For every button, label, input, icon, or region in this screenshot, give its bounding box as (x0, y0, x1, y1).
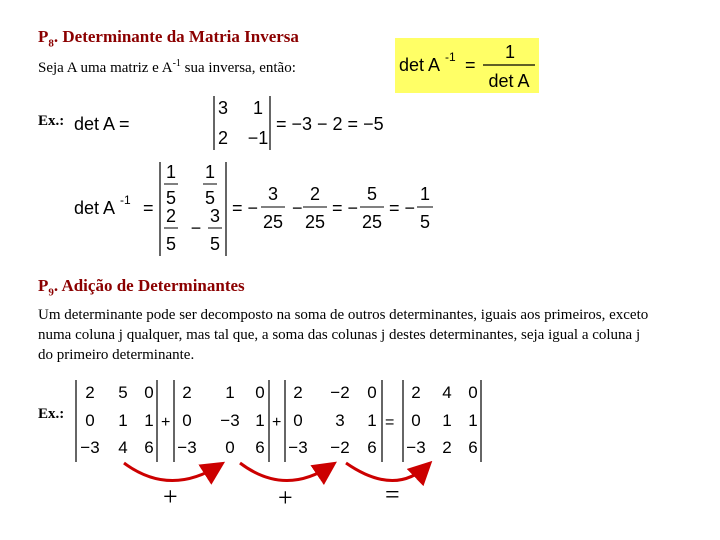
plus-sign-1: + (161, 414, 171, 431)
det2-cell-r3c3: 6 (255, 438, 265, 457)
det1-cell-r3c2: 4 (118, 438, 128, 457)
arrow-label-1: + (163, 482, 178, 511)
ex1-result: = −3 − 2 = −5 (276, 114, 384, 134)
det4-cell-r3c2: 2 (442, 438, 452, 457)
ex2-f2-den: 25 (304, 212, 326, 232)
ex2-f4-num: 1 (419, 184, 431, 204)
det4-cell-r2c3: 1 (468, 411, 478, 430)
det1-cell-r1c2: 5 (118, 383, 128, 402)
ex2-d-num: 3 (209, 206, 221, 226)
det1-cell-r3c1: −3 (80, 438, 100, 457)
det4-cell-r3c3: 6 (468, 438, 478, 457)
ex2-d-den: 5 (209, 234, 221, 254)
ex2-c-den: 5 (165, 234, 177, 254)
det3-cell-r3c3: 6 (367, 438, 377, 457)
det2-cell-r1c2: 1 (225, 383, 235, 402)
formula-exponent: -1 (445, 50, 456, 64)
det4-cell-r1c3: 0 (468, 383, 478, 402)
p8-intro: Seja A uma matriz e $A^{-1}$ sua inversa, então: (38, 58, 296, 76)
formula-numerator: 1 (504, 42, 516, 62)
p9-example-label: Ex.: (38, 406, 65, 422)
p9-description: Um determinante pode ser decomposto na soma de outros determinantes, iguais aos primeiros, exceto numa coluna j qualquer, mas tal que, a soma das colunas j destes determinantes, seja igual a coluna j do primeiro determinante. (38, 307, 649, 363)
det1-cell-r3c3: 6 (144, 438, 154, 457)
ex1-m11: 3 (217, 98, 229, 118)
det3-cell-r1c3: 0 (367, 383, 377, 402)
det4-cell-r3c1: −3 (406, 438, 426, 457)
ex2-f1-den: 25 (262, 212, 284, 232)
det1-cell-r1c1: 2 (85, 383, 95, 402)
ex2-exponent: -1 (120, 193, 131, 207)
ex2-eq3: = − (332, 198, 359, 218)
det2-cell-r2c3: 1 (255, 411, 265, 430)
det1-cell-r2c3: 1 (144, 411, 154, 430)
det3-cell-r2c3: 1 (367, 411, 377, 430)
ex2-eq2: = − (232, 198, 259, 218)
p9-title: $P_9$. Adição de Determinantes (38, 276, 245, 299)
det2-cell-r1c1: 2 (182, 383, 192, 402)
p8-title: $P_8$. Determinante da Matria Inversa (38, 27, 299, 50)
ex2-f1-num: 3 (267, 184, 279, 204)
arrow-label-2: + (278, 483, 293, 512)
ex1-m12: 1 (252, 98, 264, 118)
p8-example-label: Ex.: (38, 113, 65, 129)
ex2-a-num: 1 (165, 162, 177, 182)
p8-example1 (70, 92, 384, 154)
det2-cell-r2c2: −3 (220, 411, 240, 430)
det2-cell-r3c2: 0 (225, 438, 235, 457)
ex2-equals: = (143, 198, 154, 218)
det3-cell-r1c1: 2 (293, 383, 303, 402)
ex1-lhs: det A = (74, 114, 130, 134)
arrow-2 (240, 463, 332, 481)
det1-cell-r2c1: 0 (85, 411, 95, 430)
arrow-label-3: = (385, 480, 400, 509)
ex2-f3-num: 5 (366, 184, 378, 204)
ex2-f4-den: 5 (419, 212, 431, 232)
arrow-1 (124, 463, 220, 481)
plus-sign-2: + (272, 414, 282, 431)
det4-cell-r2c2: 1 (442, 411, 452, 430)
ex1-m22: −1 (247, 128, 269, 148)
arrow-3 (346, 463, 428, 481)
ex2-a-den: 5 (165, 188, 177, 208)
det2-cell-r1c3: 0 (255, 383, 265, 402)
equals-sign: = (385, 414, 395, 431)
ex2-d-sign: − (190, 218, 202, 238)
ex1-m21: 2 (217, 128, 229, 148)
inverse-determinant-formula-box (395, 38, 539, 93)
ex2-lhs: det A (74, 198, 116, 218)
det2-cell-r3c1: −3 (177, 438, 197, 457)
det4-cell-r1c1: 2 (411, 383, 421, 402)
formula-denominator: det A (488, 71, 530, 91)
ex2-f2-num: 2 (309, 184, 321, 204)
det3-cell-r3c2: −2 (330, 438, 350, 457)
det4-cell-r1c2: 4 (442, 383, 452, 402)
ex2-f3-den: 25 (361, 212, 383, 232)
det2-cell-r2c1: 0 (182, 411, 192, 430)
decomposition-arrows (110, 455, 430, 510)
formula-lhs: det A (399, 55, 441, 75)
ex2-c-num: 2 (165, 206, 177, 226)
ex2-minus: − (292, 198, 303, 218)
det4-cell-r2c1: 0 (411, 411, 421, 430)
det3-cell-r3c1: −3 (288, 438, 308, 457)
inverse-determinant-formula (395, 38, 539, 93)
ex2-b-den: 5 (204, 188, 216, 208)
det3-cell-r1c2: −2 (330, 383, 350, 402)
ex2-eq4: = − (389, 198, 416, 218)
formula-equals: = (465, 55, 476, 75)
det3-cell-r2c2: 3 (335, 411, 345, 430)
det1-cell-r2c2: 1 (118, 411, 128, 430)
ex2-b-num: 1 (204, 162, 216, 182)
det3-cell-r2c1: 0 (293, 411, 303, 430)
p8-example2 (70, 160, 450, 260)
det1-cell-r1c3: 0 (144, 383, 154, 402)
